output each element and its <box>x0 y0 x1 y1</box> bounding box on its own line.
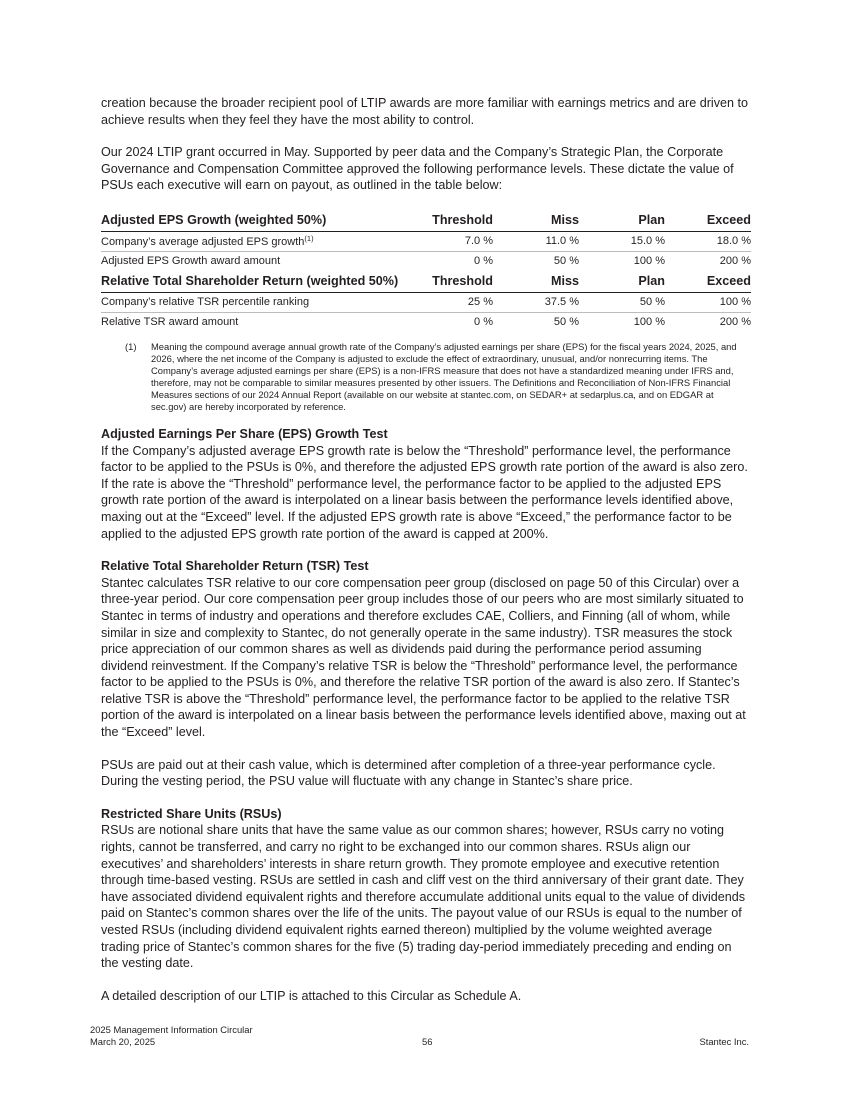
closing-paragraph: A detailed description of our LTIP is attached to this Circular as Schedule A. <box>101 988 522 1003</box>
footer-company: Stantec Inc. <box>699 1035 749 1047</box>
footer-left <box>90 1024 253 1047</box>
table-cell: 0 % <box>474 255 493 268</box>
table-cell: 15.0 % <box>579 231 665 251</box>
tsr-section-title: Relative Total Shareholder Return (weighted 50%) <box>101 271 401 293</box>
table-header-row <box>101 210 751 232</box>
table-cell: 37.5 % <box>493 292 579 312</box>
table-cell: 100 % <box>633 255 665 268</box>
footnote-text: Meaning the compound average annual growth rate of the Company’s adjusted earnings per share (EPS) for the fiscal years 2024, 2025, and 2026, where the net income of the Company is adjusted to exclude the effect of extraordinary, unusual, and/or nonrecurring items. The Company’s average adjusted earnings per share (EPS) is a non-IFRS measure that does not have a standardized meaning under IFRS and, therefore, may not be comparable to similar measures presented by other issuers. The Definitions and Reconciliation of Non-IFRS Financial Measures sections of our 2024 Annual Report (available on our website at stantec.com, on SEDAR+ at sedarplus.ca, and on EDGAR at sec.gov) are hereby incorporated by reference. <box>151 340 737 412</box>
page-body <box>101 95 751 1004</box>
column-header-exceed: Exceed <box>665 271 751 293</box>
footer-document-title: 2025 Management Information Circular <box>90 1024 253 1035</box>
table-cell: 0 % <box>474 316 493 329</box>
tsr-test-body: Stantec calculates TSR relative to our core compensation peer group (disclosed on page 50 of this Circular) over a three-year period. Our core compensation peer group includes those of our peers who are most similarly situated to Stantec in terms of industry and operations and therefore excludes CAE, Colliers, and Finning (all of whom, while similar in size and complexity to Stantec, do not generally operate in the same industry). TSR measures the stock price appreciation of our common shares as well as dividends paid during the performance period assuming dividend reinvestment. If the Company’s relative TSR is below the “Threshold” performance level, the performance factor to be applied to the PSUs is 0%, and therefore the relative TSR portion of the award is also zero. If Stantec’s relative TSR is above the “Threshold” performance level, the performance factor to be applied to the relative TSR portion of the award is interpolated on a linear basis between the performance levels identified above, maxing out at the “Exceed” level. <box>101 575 746 740</box>
page-number: 56 <box>422 1035 433 1047</box>
row-label: Adjusted EPS Growth award amount <box>101 255 281 268</box>
table-row <box>101 231 751 251</box>
footnote-marker: (1) <box>125 340 137 352</box>
tsr-test-heading: Relative Total Shareholder Return (TSR) Test <box>101 559 369 574</box>
intro-paragraph-2: Our 2024 LTIP grant occurred in May. Supported by peer data and the Company’s Strategic Plan, the Corporate Governance and Compensation Committee approved the following performance levels. These dictate the value of PSUs each executive will earn on payout, as outlined in the table below: <box>101 145 734 193</box>
performance-levels-table <box>101 210 751 332</box>
table-cell: 18.0 % <box>665 231 751 251</box>
table-cell: 200 % <box>719 255 751 268</box>
footer-date: March 20, 2025 <box>90 1035 156 1047</box>
table-header-row <box>101 271 751 293</box>
row-label: Company’s relative TSR percentile ranking <box>101 292 401 312</box>
column-header-miss: Miss <box>493 271 579 293</box>
table-row <box>101 251 751 271</box>
psu-payout-paragraph: PSUs are paid out at their cash value, which is determined after completion of a three-year performance cycle. During the vesting period, the PSU value will fluctuate with any change in Stantec’s share price. <box>101 757 716 789</box>
table-row <box>101 292 751 312</box>
rsu-heading: Restricted Share Units (RSUs) <box>101 806 282 821</box>
column-header-plan: Plan <box>579 271 665 293</box>
table-cell: 50 % <box>553 316 579 329</box>
table-cell: 50 % <box>553 255 579 268</box>
table-cell: 100 % <box>633 316 665 329</box>
column-header-exceed: Exceed <box>665 210 751 232</box>
column-header-miss: Miss <box>493 210 579 232</box>
column-header-threshold: Threshold <box>401 271 493 293</box>
intro-paragraph-1: creation because the broader recipient pool of LTIP awards are more familiar with earnings metrics and are driven to achieve results when they feel they have the most ability to control. <box>101 96 749 127</box>
row-label: Relative TSR award amount <box>101 316 239 329</box>
row-label <box>101 231 401 251</box>
table-footnote <box>125 341 751 413</box>
table-cell: 25 % <box>401 292 493 312</box>
table-cell: 50 % <box>579 292 665 312</box>
table-row <box>101 312 751 332</box>
column-header-threshold: Threshold <box>401 210 493 232</box>
row-label-text: Company’s average adjusted EPS growth <box>101 236 305 249</box>
eps-test-heading: Adjusted Earnings Per Share (EPS) Growth Test <box>101 426 388 441</box>
table-cell: 7.0 % <box>401 231 493 251</box>
table-cell: 200 % <box>719 316 751 329</box>
table-cell: 100 % <box>665 292 751 312</box>
eps-test-body: If the Company’s adjusted average EPS growth rate is below the “Threshold” performance level, the performance factor to be applied to the PSUs is 0%, and therefore the adjusted EPS growth rate portion of the award is also zero. If the rate is above the “Threshold” performance level, the performance factor to be applied to the adjusted EPS growth rate portion of the award is interpolated on a linear basis between the performance levels identified above, maxing out at the “Exceed” level. If the adjusted EPS growth rate is above “Exceed,” the performance factor to be applied to the adjusted EPS growth rate portion of the award is capped at 200%. <box>101 443 748 541</box>
footnote-reference: (1) <box>304 234 314 244</box>
eps-section-title: Adjusted EPS Growth (weighted 50%) <box>101 210 401 232</box>
table-cell: 11.0 % <box>493 231 579 251</box>
rsu-body: RSUs are notional share units that have the same value as our common shares; however, RSUs carry no voting rights, cannot be transferred, and carry no right to be exchanged into our common shares. RSUs align our executives’ and shareholders’ interests in share return growth. They promote employee and executive retention through time-based vesting. RSUs are settled in cash and cliff vest on the third anniversary of their grant date. They have associated dividend equivalent rights and therefore accumulate additional units equal to the value of dividends paid on Stantec’s common shares over the life of the units. The payout value of our RSUs is equal to the number of vested RSUs (including dividend equivalent rights earned thereon) multiplied by the volume weighted average trading price of Stantec’s common shares for the five (5) trading day-period immediately preceding and ending on the vesting date. <box>101 823 746 971</box>
column-header-plan: Plan <box>579 210 665 232</box>
